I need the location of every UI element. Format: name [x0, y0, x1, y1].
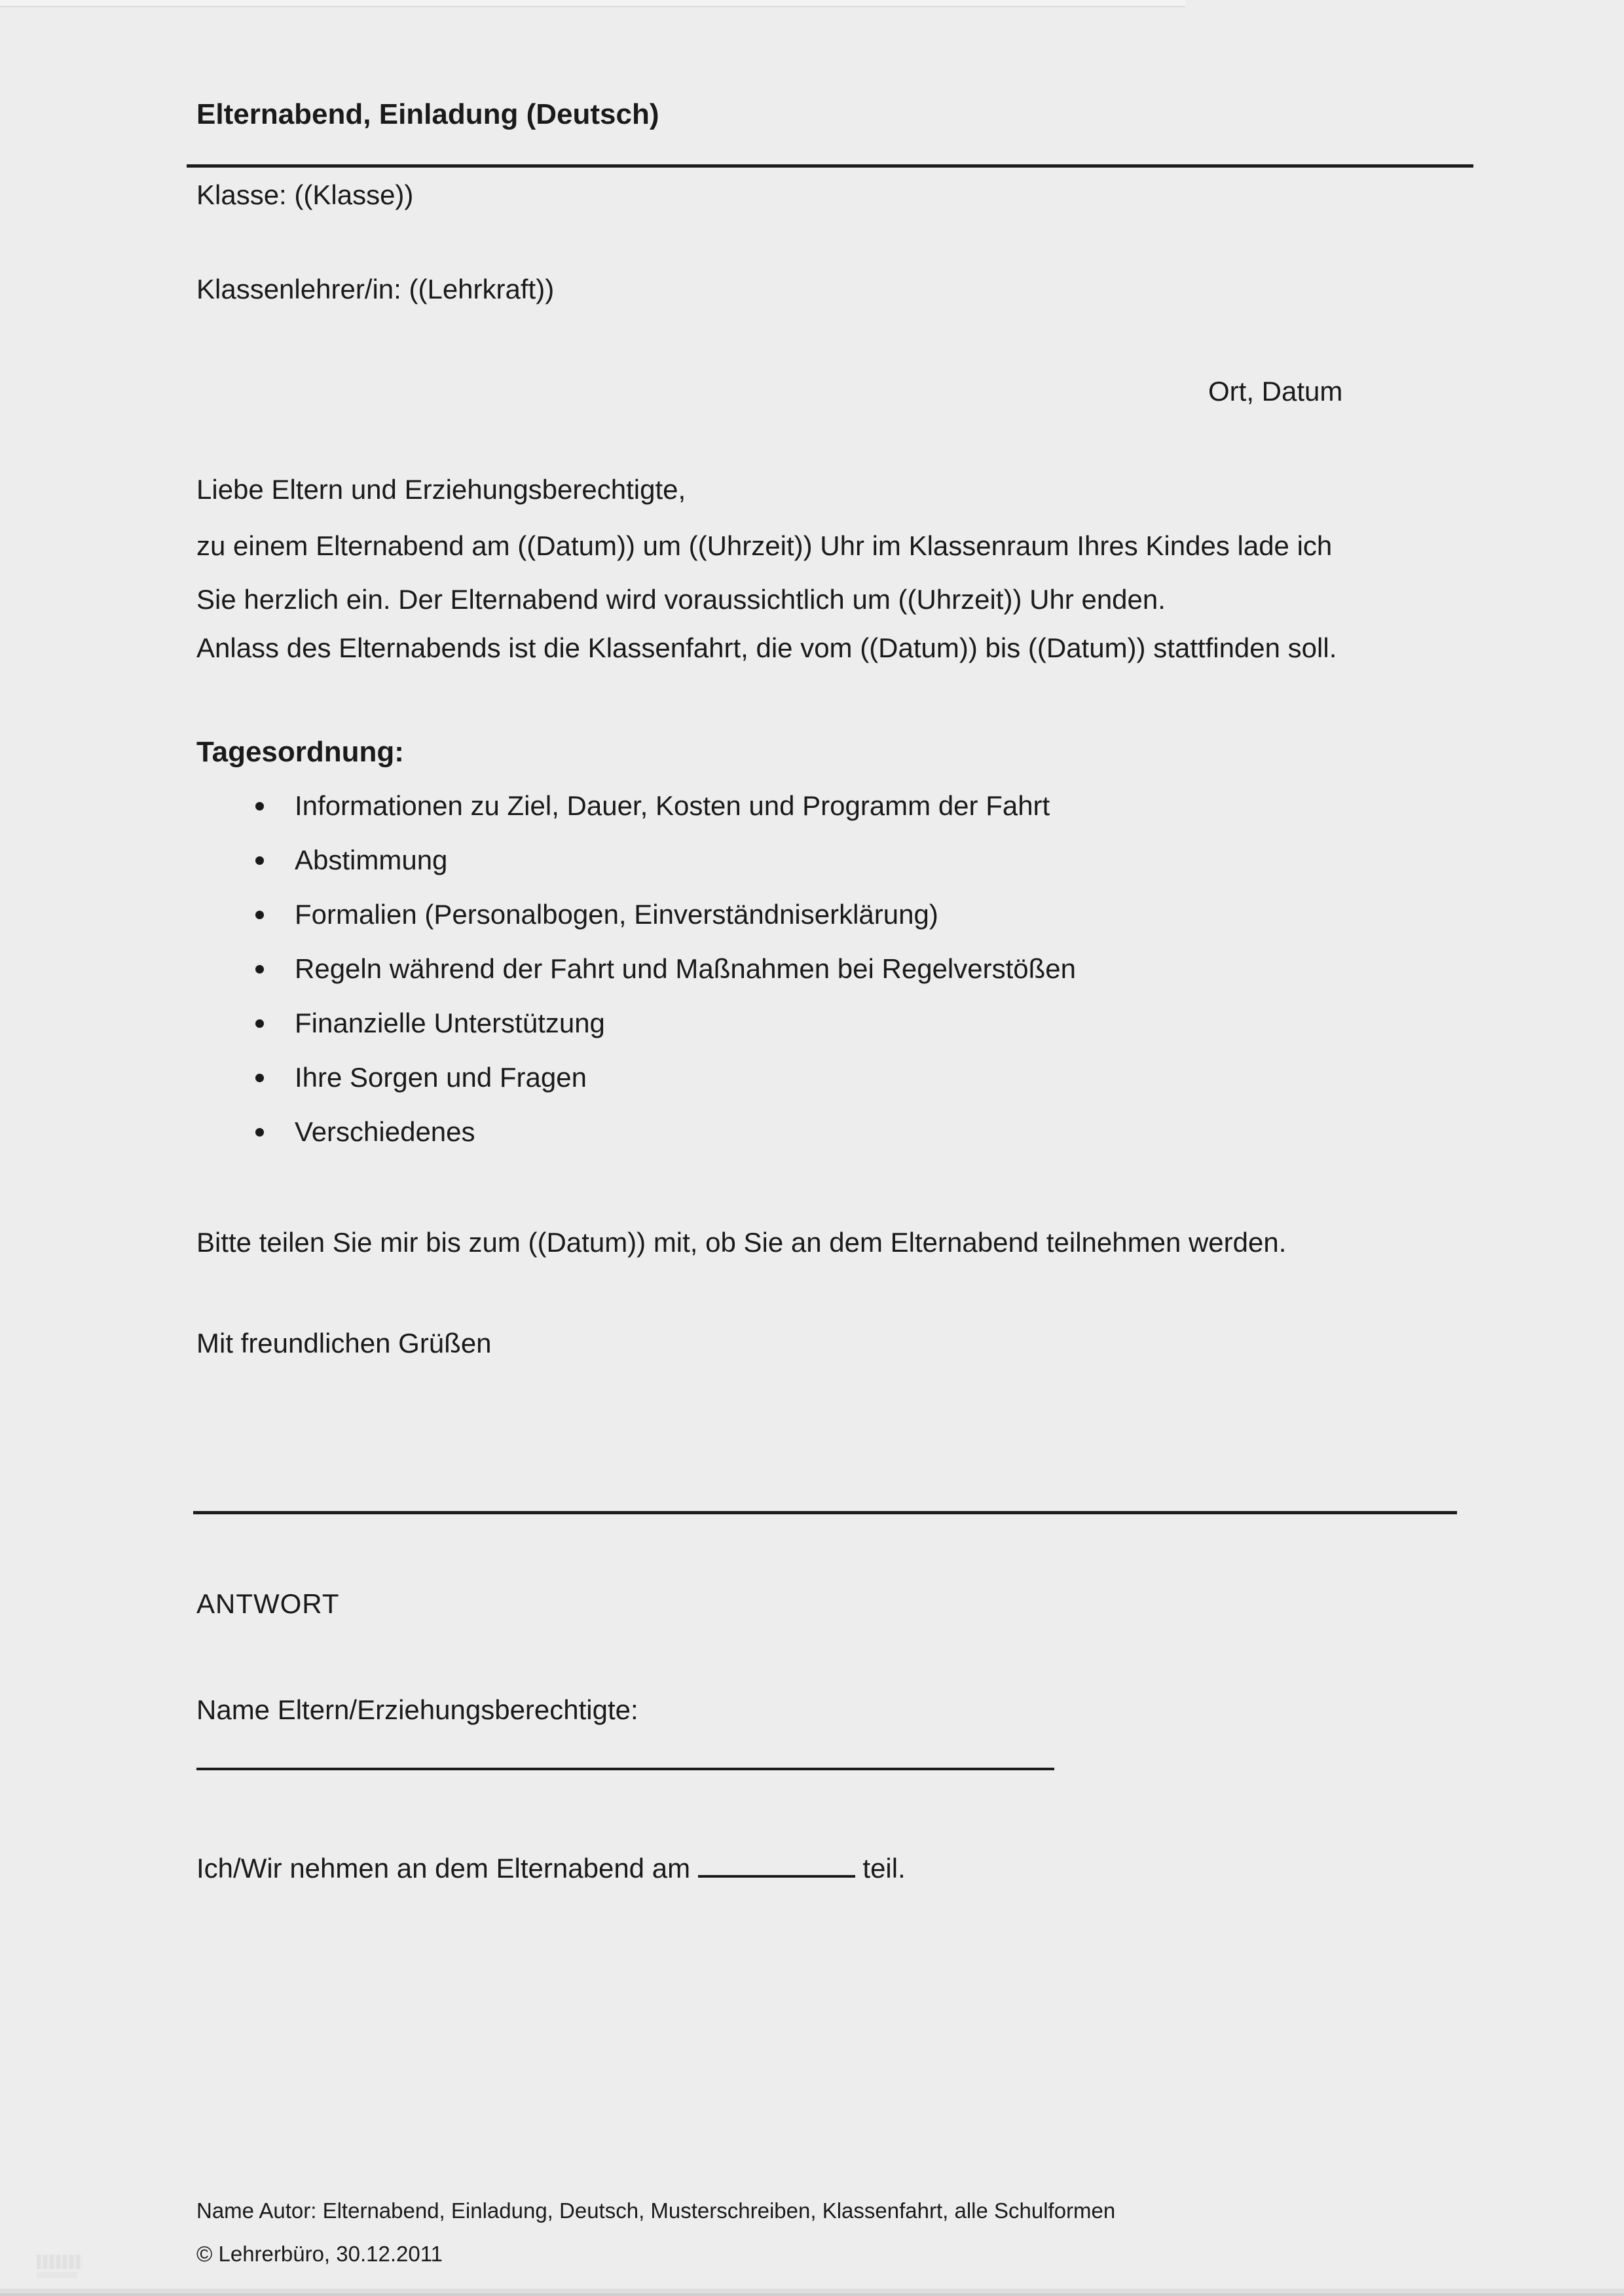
footer-author-line: Name Autor: Elternabend, Einladung, Deutsch, Musterschreiben, Klassenfahrt, alle Schulformen	[196, 2198, 1116, 2223]
signature-separator-line	[193, 1511, 1457, 1514]
bullet-icon	[255, 1074, 264, 1082]
body-line-1: zu einem Elternabend am ((Datum)) um ((Uhrzeit)) Uhr im Klassenraum Ihres Kindes lade ich	[196, 530, 1333, 561]
agenda-heading: Tagesordnung:	[196, 736, 404, 768]
page-title: Elternabend, Einladung (Deutsch)	[196, 98, 659, 130]
footer-copyright-line: © Lehrerbüro, 30.12.2011	[196, 2242, 443, 2266]
faint-watermark	[37, 2255, 88, 2282]
salutation-line: Liebe Eltern und Erziehungsberechtigte,	[196, 474, 686, 505]
attendance-date-blank	[698, 1850, 855, 1878]
agenda-item-label: Informationen zu Ziel, Dauer, Kosten und Programm der Fahrt	[295, 790, 1050, 821]
agenda-item-label: Verschiedenes	[295, 1116, 475, 1147]
bullet-icon	[255, 802, 264, 811]
faint-watermark-mark	[37, 2272, 77, 2278]
bullet-icon	[255, 856, 264, 865]
teacher-line: Klassenlehrer/in: ((Lehrkraft))	[196, 274, 555, 304]
agenda-item-label: Regeln während der Fahrt und Maßnahmen bei Regelverstößen	[295, 953, 1077, 984]
body-line-2: Sie herzlich ein. Der Elternabend wird voraussichtlich um ((Uhrzeit)) Uhr enden.	[196, 584, 1166, 615]
agenda-item	[255, 845, 1076, 874]
agenda-list	[255, 791, 1076, 1171]
answer-name-write-line	[196, 1768, 1054, 1770]
bullet-icon	[255, 1019, 264, 1028]
attendance-prefix: Ich/Wir nehmen an dem Elternabend am	[196, 1853, 691, 1884]
attendance-suffix: teil.	[862, 1853, 906, 1884]
title-underline-rule	[187, 164, 1473, 168]
answer-heading: ANTWORT	[196, 1588, 340, 1619]
agenda-item-label: Abstimmung	[295, 845, 448, 875]
faint-watermark-mark	[37, 2255, 83, 2269]
bullet-icon	[255, 911, 264, 919]
bullet-icon	[255, 1128, 264, 1137]
answer-name-label: Name Eltern/Erziehungsberechtigte:	[196, 1694, 638, 1725]
attendance-line	[196, 1850, 906, 1886]
agenda-item	[255, 1117, 1076, 1146]
agenda-item	[255, 1063, 1076, 1091]
agenda-item	[255, 791, 1076, 820]
bullet-icon	[255, 965, 264, 974]
place-date-line: Ort, Datum	[1208, 376, 1343, 407]
agenda-item	[255, 900, 1076, 928]
class-line: Klasse: ((Klasse))	[196, 179, 414, 210]
agenda-item-label: Formalien (Personalbogen, Einverständniserklärung)	[295, 899, 938, 930]
closing-line: Mit freundlichen Grüßen	[196, 1328, 492, 1358]
agenda-item	[255, 1008, 1076, 1037]
bottom-edge-shadow	[0, 2289, 1624, 2296]
rsvp-line: Bitte teilen Sie mir bis zum ((Datum)) mit, ob Sie an dem Elternabend teilnehmen werden.	[196, 1227, 1287, 1258]
agenda-item-label: Ihre Sorgen und Fragen	[295, 1062, 587, 1093]
body-line-3: Anlass des Elternabends ist die Klassenfahrt, die vom ((Datum)) bis ((Datum)) stattfinden soll.	[196, 632, 1337, 663]
agenda-item-label: Finanzielle Unterstützung	[295, 1008, 605, 1038]
top-edge-artifact	[0, 0, 1185, 7]
agenda-item	[255, 954, 1076, 983]
